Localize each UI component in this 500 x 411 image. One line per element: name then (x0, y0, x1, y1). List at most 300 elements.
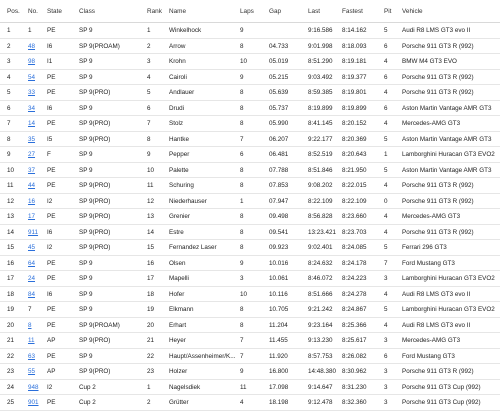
cell-vehicle: BMW M4 GT3 EVO (402, 58, 457, 65)
cell-laps: 4 (240, 399, 244, 406)
cell-class: SP 9 (79, 290, 93, 298)
cell-fastest: 8:23.660 (342, 213, 367, 220)
car-number-link[interactable]: 34 (28, 104, 36, 112)
cell-last: 9:22.177 (308, 135, 333, 143)
header-pos[interactable]: Pos. (7, 8, 20, 15)
cell-vehicle: Mercedes-AMG GT3 (402, 120, 461, 127)
cell-fastest: 8:22.109 (342, 197, 367, 205)
cell-pos: 21 (7, 337, 15, 344)
cell-gap: 05.990 (269, 120, 289, 127)
cell-pit: 5 (384, 306, 388, 313)
cell-rank: 11 (147, 182, 154, 189)
cell-gap: 05.639 (269, 89, 289, 96)
cell-pit: 3 (384, 368, 388, 375)
cell-pos: 25 (7, 399, 15, 406)
cell-fastest: 8:24.085 (342, 244, 367, 251)
car-number-link[interactable]: 84 (28, 290, 36, 298)
cell-fastest: 8:24.867 (342, 306, 367, 313)
cell-rank: 7 (147, 120, 151, 127)
cell-pos: 7 (7, 120, 11, 127)
cell-vehicle: Porsche 911 GT3 R (992) (402, 89, 474, 96)
cell-state: I6 (47, 104, 53, 112)
cell-laps: 9 (240, 259, 244, 267)
cell-pit: 6 (384, 42, 388, 50)
cell-vehicle: Lamborghini Huracan GT3 EVO2 (402, 151, 495, 158)
cell-class: SP 9 (79, 58, 93, 65)
cell-pos: 16 (7, 259, 15, 267)
cell-name: Olsen (169, 259, 186, 267)
cell-rank: 8 (147, 135, 151, 143)
cell-rank: 10 (147, 166, 155, 174)
cell-gap: 05.737 (269, 104, 289, 112)
cell-pit: 4 (384, 182, 388, 189)
cell-name: Niederhauser (169, 197, 207, 205)
cell-laps: 8 (240, 120, 244, 127)
cell-rank: 21 (147, 337, 155, 344)
cell-vehicle: Aston Martin Vantage AMR GT3 (402, 166, 492, 174)
car-number-link[interactable]: 33 (28, 89, 36, 96)
cell-vehicle: Lamborghini Huracan GT3 EVO2 (402, 306, 495, 313)
cell-class: SP 9 (79, 166, 93, 174)
cell-vehicle: Audi R8 LMS GT3 evo II (402, 321, 471, 329)
cell-name: Elkmann (169, 306, 194, 313)
cell-pos: 24 (7, 383, 15, 391)
cell-pos: 19 (7, 306, 15, 313)
cell-gap: 07.947 (269, 197, 289, 205)
cell-last: 9:03.492 (308, 73, 333, 81)
cell-pos: 23 (7, 368, 15, 375)
cell-pit: 4 (384, 89, 388, 96)
car-number-link[interactable]: 64 (28, 259, 36, 267)
cell-class: Cup 2 (79, 383, 96, 391)
cell-gap: 09.498 (269, 213, 289, 220)
cell-pos: 5 (7, 89, 11, 96)
cell-gap: 11.204 (269, 321, 288, 329)
cell-name: Stolz (169, 120, 183, 127)
table-row (0, 194, 500, 210)
table-row (0, 39, 500, 55)
cell-pos: 1 (7, 27, 11, 34)
cell-last: 8:51.846 (308, 166, 333, 174)
cell-fastest: 8:25.617 (342, 337, 367, 344)
cell-name: Cairoli (169, 73, 187, 81)
table-row (0, 240, 500, 256)
cell-vehicle: Audi R8 LMS GT3 evo II (402, 290, 471, 298)
table-row (0, 209, 500, 225)
cell-last: 13:23.421 (308, 228, 337, 236)
cell-fastest: 8:32.360 (342, 399, 367, 406)
cell-pos: 4 (7, 73, 11, 81)
cell-class: SP 9 (79, 104, 93, 112)
cell-pit: 3 (384, 399, 388, 406)
cell-laps: 8 (240, 244, 244, 251)
cell-name: Holzer (169, 368, 188, 375)
cell-pit: 5 (384, 27, 388, 34)
cell-name: Grütter (169, 399, 189, 406)
header-no[interactable]: No. (28, 8, 38, 15)
cell-class: SP 9 (79, 275, 93, 282)
cell-gap: 10.016 (269, 259, 289, 267)
cell-state: AP (47, 368, 56, 375)
cell-vehicle: Porsche 911 GT3 Cup (992) (402, 399, 481, 406)
cell-pos: 10 (7, 166, 15, 174)
cell-laps: 9 (240, 73, 244, 81)
cell-name: Krohn (169, 58, 186, 65)
cell-last: 9:12.478 (308, 399, 333, 406)
cell-fastest: 8:24.223 (342, 275, 367, 282)
cell-gap: 10.116 (269, 290, 288, 298)
cell-state: PE (47, 399, 56, 406)
cell-laps: 8 (240, 166, 244, 174)
cell-state: I6 (47, 228, 53, 236)
cell-gap: 10.061 (269, 275, 289, 282)
cell-last: 8:51.666 (308, 290, 333, 298)
cell-laps: 8 (240, 306, 244, 313)
cell-laps: 7 (240, 135, 244, 143)
cell-last: 9:02.401 (308, 244, 333, 251)
cell-class: SP 9(PROAM) (79, 321, 120, 329)
table-row (0, 85, 500, 101)
cell-rank: 13 (147, 213, 155, 220)
cell-pit: 3 (384, 383, 388, 391)
cell-gap: 09.541 (269, 228, 289, 236)
cell-fastest: 8:19.899 (342, 104, 367, 112)
car-number-link[interactable]: 45 (28, 244, 36, 251)
car-number-link[interactable]: 16 (28, 197, 36, 205)
cell-fastest: 8:30.962 (342, 368, 367, 375)
cell-state: F (47, 151, 51, 158)
cell-laps: 10 (240, 290, 248, 298)
cell-rank: 20 (147, 321, 155, 329)
cell-name: Haupt/Assenheimer/K... (169, 352, 236, 360)
cell-class: SP 9(PRO) (79, 337, 111, 344)
table-row (0, 364, 500, 380)
table-row (0, 70, 500, 86)
cell-vehicle: Porsche 911 GT3 Cup (992) (402, 383, 481, 391)
cell-name: Heyer (169, 337, 186, 344)
cell-vehicle: Mercedes-AMG GT3 (402, 337, 461, 344)
table-row (0, 132, 500, 148)
cell-fastest: 8:14.162 (342, 27, 367, 34)
cell-name: Drudi (169, 104, 185, 112)
cell-state: PE (47, 73, 56, 81)
cell-laps: 8 (240, 104, 244, 112)
cell-gap: 05.019 (269, 58, 289, 65)
cell-gap: 07.853 (269, 182, 289, 189)
cell-pit: 4 (384, 321, 388, 329)
cell-name: Estre (169, 228, 184, 236)
car-number-link[interactable]: 98 (28, 58, 36, 65)
cell-pit: 3 (384, 337, 388, 344)
cell-fastest: 8:18.093 (342, 42, 367, 50)
cell-laps: 8 (240, 182, 244, 189)
cell-fastest: 8:19.801 (342, 89, 367, 96)
cell-state: AP (47, 337, 56, 344)
table-body (0, 23, 500, 411)
cell-name: Mapelli (169, 275, 189, 282)
cell-state: I2 (47, 197, 53, 205)
cell-rank: 15 (147, 244, 155, 251)
cell-name: Hantke (169, 135, 189, 143)
cell-pos: 15 (7, 244, 15, 251)
cell-state: PE (47, 166, 56, 174)
cell-laps: 7 (240, 337, 244, 344)
cell-class: SP 9(PRO) (79, 89, 111, 96)
cell-pos: 20 (7, 321, 15, 329)
cell-pos: 12 (7, 197, 15, 205)
cell-name: Palette (169, 166, 189, 174)
table-row (0, 163, 500, 179)
cell-laps: 9 (240, 368, 244, 375)
cell-vehicle: Porsche 911 GT3 R (992) (402, 228, 474, 236)
cell-fastest: 8:26.082 (342, 352, 367, 360)
header-pit[interactable]: Pit (384, 8, 392, 15)
cell-gap: 06.207 (269, 135, 289, 143)
cell-laps: 8 (240, 42, 244, 50)
cell-fastest: 8:31.230 (342, 383, 367, 391)
cell-laps: 3 (240, 275, 244, 282)
cell-vehicle: Ford Mustang GT3 (402, 259, 455, 267)
cell-last: 8:41.145 (308, 120, 333, 127)
cell-gap: 09.923 (269, 244, 289, 251)
cell-gap: 18.198 (269, 399, 289, 406)
table-row (0, 287, 500, 303)
cell-name: Schuring (169, 182, 194, 189)
cell-pit: 6 (384, 352, 388, 360)
cell-last: 8:19.899 (308, 104, 333, 112)
cell-laps: 8 (240, 321, 244, 329)
header-rank[interactable]: Rank (147, 8, 162, 15)
cell-last: 14:48.380 (308, 368, 337, 375)
cell-rank: 17 (147, 275, 155, 282)
cell-fastest: 8:23.703 (342, 228, 367, 236)
cell-fastest: 8:24.278 (342, 290, 367, 298)
table-row (0, 116, 500, 132)
cell-last: 9:16.586 (308, 27, 333, 34)
car-number-link[interactable]: 35 (28, 135, 36, 143)
cell-state: PE (47, 89, 56, 96)
car-number-link[interactable]: 17 (28, 213, 36, 220)
cell-rank: 4 (147, 73, 151, 81)
cell-state: PE (47, 352, 56, 360)
cell-class: SP 9(PRO) (79, 228, 111, 236)
cell-laps: 8 (240, 228, 244, 236)
cell-fastest: 8:25.366 (342, 321, 367, 329)
cell-vehicle: Porsche 911 GT3 R (992) (402, 368, 474, 375)
cell-laps: 7 (240, 352, 244, 360)
header-laps[interactable]: Laps (240, 8, 254, 15)
car-number-link[interactable]: 48 (28, 42, 36, 50)
cell-fastest: 8:20.369 (342, 135, 367, 143)
cell-name: Erhart (169, 321, 187, 329)
cell-last: 8:46.072 (308, 275, 333, 282)
cell-vehicle: Porsche 911 GT3 R (992) (402, 42, 474, 50)
cell-pit: 5 (384, 244, 388, 251)
cell-laps: 9 (240, 27, 244, 34)
cell-last: 8:51.290 (308, 58, 333, 65)
cell-last: 9:14.647 (308, 383, 333, 391)
cell-pit: 6 (384, 104, 388, 112)
cell-gap: 11.920 (269, 352, 288, 360)
cell-fastest: 8:21.950 (342, 166, 367, 174)
cell-gap: 07.788 (269, 166, 289, 174)
cell-name: Winkelhock (169, 27, 202, 34)
cell-class: SP 9 (79, 73, 93, 81)
cell-laps: 8 (240, 213, 244, 220)
cell-state: PE (47, 259, 56, 267)
car-number-link[interactable]: 37 (28, 166, 36, 174)
cell-state: I1 (47, 58, 53, 65)
cell-fastest: 8:19.181 (342, 58, 367, 65)
cell-pit: 3 (384, 275, 388, 282)
car-number-link[interactable]: 11 (28, 337, 35, 344)
header-fastest[interactable]: Fastest (342, 8, 363, 15)
car-number-link[interactable]: 63 (28, 352, 36, 360)
cell-pit: 4 (384, 290, 388, 298)
cell-rank: 14 (147, 228, 155, 236)
cell-rank: 19 (147, 306, 155, 313)
table-row (0, 333, 500, 349)
table-row (0, 256, 500, 272)
cell-rank: 18 (147, 290, 155, 298)
header-vehicle[interactable]: Vehicle (402, 8, 423, 15)
car-number-link[interactable]: 27 (28, 151, 36, 158)
cell-vehicle: Ford Mustang GT3 (402, 352, 455, 360)
cell-vehicle: Ferrari 296 GT3 (402, 244, 447, 251)
cell-state: I6 (47, 42, 53, 50)
cell-pit: 5 (384, 166, 388, 174)
cell-gap: 17.098 (269, 383, 289, 391)
cell-rank: 2 (147, 399, 151, 406)
cell-pos: 13 (7, 213, 15, 220)
cell-class: SP 9(PRO) (79, 244, 111, 251)
car-number-link[interactable]: 44 (28, 182, 36, 189)
cell-pos: 18 (7, 290, 15, 298)
cell-last: 8:59.385 (308, 89, 333, 96)
cell-rank: 9 (147, 151, 151, 158)
cell-class: SP 9 (79, 306, 93, 313)
cell-name: Arrow (169, 42, 186, 50)
cell-laps: 8 (240, 89, 244, 96)
cell-name: Pepper (169, 151, 190, 158)
table-row (0, 318, 500, 334)
cell-rank: 3 (147, 58, 151, 65)
cell-state: PE (47, 213, 56, 220)
cell-fastest: 8:20.643 (342, 151, 367, 158)
cell-class: SP 9(PRO) (79, 182, 111, 189)
cell-gap: 06.481 (269, 151, 289, 158)
table-row (0, 101, 500, 117)
cell-pit: 4 (384, 58, 388, 65)
cell-pit: 4 (384, 120, 388, 127)
cell-rank: 1 (147, 27, 151, 34)
cell-state: I5 (47, 135, 53, 143)
header-gap[interactable]: Gap (269, 8, 282, 15)
cell-fastest: 8:20.152 (342, 120, 367, 127)
table-row (0, 380, 500, 396)
cell-last: 9:01.998 (308, 42, 333, 50)
cell-laps: 10 (240, 58, 248, 65)
header-state[interactable]: State (47, 8, 62, 15)
cell-pit: 1 (384, 151, 388, 158)
cell-pit: 5 (384, 135, 388, 143)
cell-pit: 4 (384, 213, 388, 220)
cell-class: SP 9(PRO) (79, 120, 111, 127)
car-number-link[interactable]: 911 (28, 228, 39, 236)
cell-gap: 05.215 (269, 73, 289, 81)
cell-rank: 5 (147, 89, 151, 96)
cell-rank: 22 (147, 352, 155, 360)
cell-rank: 1 (147, 383, 151, 391)
cell-name: Fernandez Laser (169, 244, 217, 251)
table-row (0, 395, 500, 411)
cell-no: 1 (28, 27, 32, 34)
car-number-link[interactable]: 54 (28, 73, 36, 81)
cell-class: SP 9(PROAM) (79, 42, 120, 50)
cell-pos: 8 (7, 135, 11, 143)
header-last[interactable]: Last (308, 8, 321, 15)
cell-rank: 16 (147, 259, 155, 267)
cell-last: 9:13.230 (308, 337, 333, 344)
cell-pos: 22 (7, 352, 15, 360)
cell-vehicle: Porsche 911 GT3 R (992) (402, 182, 474, 189)
cell-vehicle: Lamborghini Huracan GT3 EVO2 (402, 275, 495, 282)
cell-class: SP 9 (79, 259, 93, 267)
cell-laps: 6 (240, 151, 244, 158)
cell-rank: 2 (147, 42, 151, 50)
car-number-link[interactable]: 8 (28, 321, 32, 329)
cell-state: I2 (47, 244, 53, 251)
header-name[interactable]: Name (169, 8, 187, 15)
cell-state: PE (47, 275, 56, 282)
car-number-link[interactable]: 55 (28, 368, 36, 375)
cell-pit: 0 (384, 197, 388, 205)
table-row (0, 23, 500, 39)
cell-gap: 10.705 (269, 306, 289, 313)
cell-gap: 11.455 (269, 337, 288, 344)
cell-laps: 11 (240, 383, 247, 391)
cell-state: I6 (47, 290, 53, 298)
cell-vehicle: Aston Martin Vantage AMR GT3 (402, 104, 492, 112)
cell-name: Grenier (169, 213, 190, 220)
cell-pos: 17 (7, 275, 15, 282)
cell-vehicle: Porsche 911 GT3 R (992) (402, 73, 474, 81)
cell-vehicle: Aston Martin Vantage AMR GT3 (402, 135, 492, 143)
cell-fastest: 8:19.377 (342, 73, 367, 81)
cell-last: 8:22.109 (308, 197, 333, 205)
car-number-link[interactable]: 901 (28, 399, 39, 406)
cell-rank: 12 (147, 197, 155, 205)
cell-state: PE (47, 27, 56, 34)
cell-vehicle: Audi R8 LMS GT3 evo II (402, 27, 471, 34)
cell-last: 8:52.519 (308, 151, 333, 158)
header-class[interactable]: Class (79, 8, 95, 15)
cell-fastest: 8:24.178 (342, 259, 367, 267)
cell-rank: 6 (147, 104, 151, 112)
car-number-link[interactable]: 24 (28, 275, 36, 282)
cell-state: PE (47, 182, 56, 189)
car-number-link[interactable]: 948 (28, 383, 39, 391)
cell-pos: 2 (7, 42, 11, 50)
cell-last: 8:24.632 (308, 259, 333, 267)
table-row (0, 271, 500, 287)
cell-rank: 23 (147, 368, 155, 375)
cell-fastest: 8:22.015 (342, 182, 367, 189)
cell-last: 8:57.753 (308, 352, 333, 360)
car-number-link[interactable]: 14 (28, 120, 36, 127)
table-row (0, 225, 500, 241)
cell-gap: 16.800 (269, 368, 289, 375)
